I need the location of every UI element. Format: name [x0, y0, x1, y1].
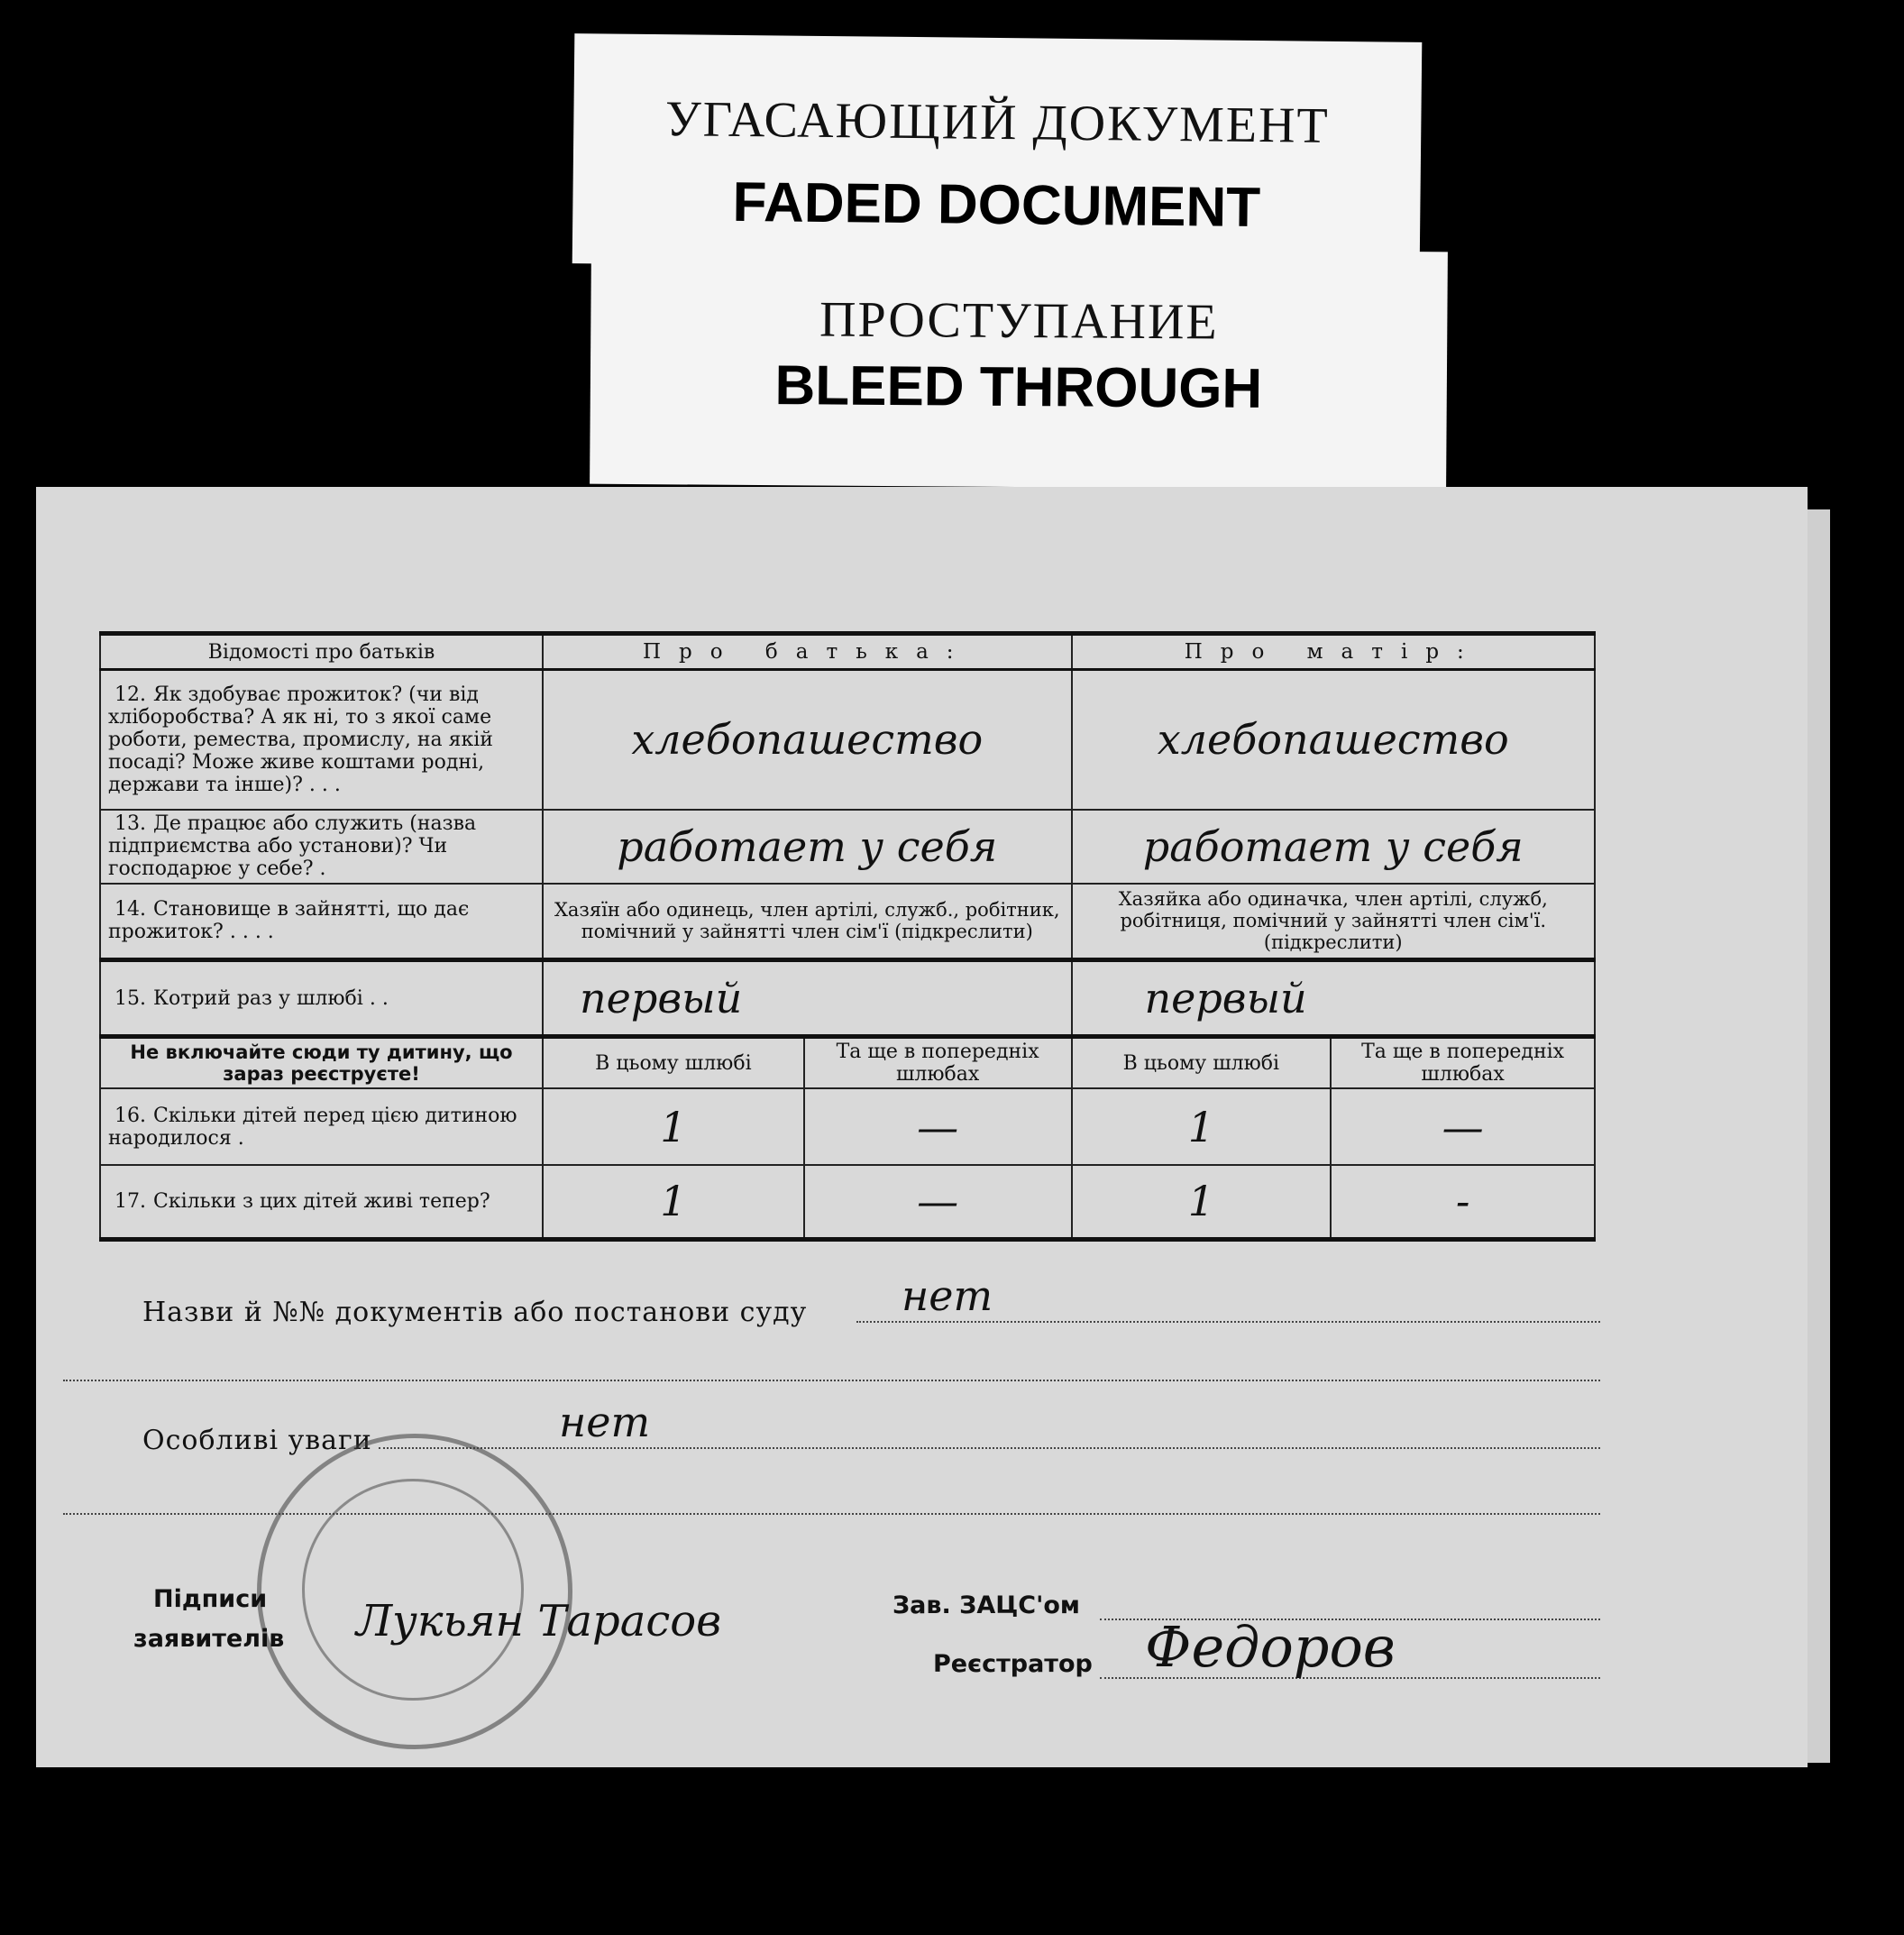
faded-document-card	[572, 33, 1423, 272]
official-stamp	[257, 1434, 572, 1749]
mother-this-marriage-header: В цьому шлюбі	[1072, 1037, 1332, 1089]
table-row	[100, 810, 1595, 884]
question-14: 14. Становище в зайнятті, що дає прожиток? . . . .	[100, 884, 543, 960]
father-prev-marriages-header: Та ще в попередніх шлюбах	[804, 1037, 1072, 1089]
applicants-signature-label-2: заявителів	[133, 1625, 285, 1653]
q16-father-this: 1	[543, 1088, 804, 1165]
documents-label: Назви й №№ документів або постанови суду	[142, 1297, 808, 1328]
bleed-label-ru: ПРОСТУПАНИЕ	[819, 291, 1219, 351]
table-header-row	[100, 634, 1595, 670]
table-row	[100, 670, 1595, 810]
question-15: 15. Котрий раз у шлюбі . .	[100, 960, 543, 1037]
q12-father-answer: хлебопашество	[543, 670, 1071, 810]
q17-father-this: 1	[543, 1165, 804, 1239]
documents-value: нет	[902, 1271, 993, 1320]
q17-mother-prev: -	[1331, 1165, 1595, 1239]
table-row	[100, 960, 1595, 1037]
header-col1: Відомості про батьків	[100, 634, 543, 670]
q14-father-options: Хазяїн або одинець, член артілі, служб., робітник, помічний у зайнятті член сім'ї (підкреслити)	[543, 884, 1071, 960]
remarks-value: нет	[559, 1398, 651, 1446]
mother-prev-marriages-header: Та ще в попередніх шлюбах	[1331, 1037, 1595, 1089]
exclusion-note: Не включайте сюди ту дитину, що зараз реєструєте!	[100, 1037, 543, 1089]
bleed-through-card	[590, 246, 1448, 491]
table-row	[100, 1165, 1595, 1239]
table-row	[100, 884, 1595, 960]
q17-father-prev: —	[804, 1165, 1072, 1239]
father-this-marriage-header: В цьому шлюбі	[543, 1037, 804, 1089]
question-13: 13. Де працює або служить (назва підприємства або установи)? Чи господарює у себе? .	[100, 810, 543, 884]
documents-line	[856, 1321, 1600, 1323]
remarks-line	[379, 1447, 1600, 1449]
q13-father-answer: работает у себя	[543, 810, 1071, 884]
applicants-signature: Лукьян Тарасов	[356, 1596, 722, 1646]
parents-info-table	[99, 631, 1596, 1242]
q15-father-answer: первый	[543, 960, 1071, 1037]
q12-mother-answer: хлебопашество	[1072, 670, 1596, 810]
question-12: 12. Як здобуває прожиток? (чи від хліборобства? А як ні, то з якої саме роботи, ремества, промислу, на якій посаді? Може живе коштами родні, держави та інше)? . . .	[100, 670, 543, 810]
stamp-inner-ring	[302, 1479, 524, 1701]
question-17: 17. Скільки з цих дітей живі тепер?	[100, 1165, 543, 1239]
document-sheet	[36, 487, 1808, 1767]
table-row	[100, 1037, 1595, 1089]
header-father: Про батька:	[543, 634, 1071, 670]
registrar-label: Реєстратор	[933, 1650, 1093, 1678]
q15-mother-answer: первый	[1072, 960, 1596, 1037]
table-row	[100, 1088, 1595, 1165]
head-zags-label: Зав. ЗАЦС'ом	[892, 1591, 1080, 1619]
q16-mother-prev: —	[1331, 1088, 1595, 1165]
bleed-label-en: BLEED THROUGH	[774, 354, 1263, 420]
question-16: 16. Скільки дітей перед цією дитиною народилося .	[100, 1088, 543, 1165]
q13-mother-answer: работает у себя	[1072, 810, 1596, 884]
header-mother: Про матір:	[1072, 634, 1596, 670]
documents-line-2	[63, 1380, 1600, 1381]
q16-mother-this: 1	[1072, 1088, 1332, 1165]
faded-label-ru: УГАСАЮЩИЙ ДОКУМЕНТ	[664, 91, 1330, 154]
faded-label-en: FADED DOCUMENT	[732, 170, 1261, 240]
registrar-signature: Федоров	[1145, 1614, 1396, 1680]
q16-father-prev: —	[804, 1088, 1072, 1165]
q14-mother-options: Хазяйка або одиначка, член артілі, служб, робітниця, помічний у зайнятті член сім'ї. (підкреслити)	[1072, 884, 1596, 960]
remarks-label: Особливі уваги	[142, 1425, 372, 1456]
applicants-signature-label-1: Підписи	[153, 1585, 268, 1613]
q17-mother-this: 1	[1072, 1165, 1332, 1239]
